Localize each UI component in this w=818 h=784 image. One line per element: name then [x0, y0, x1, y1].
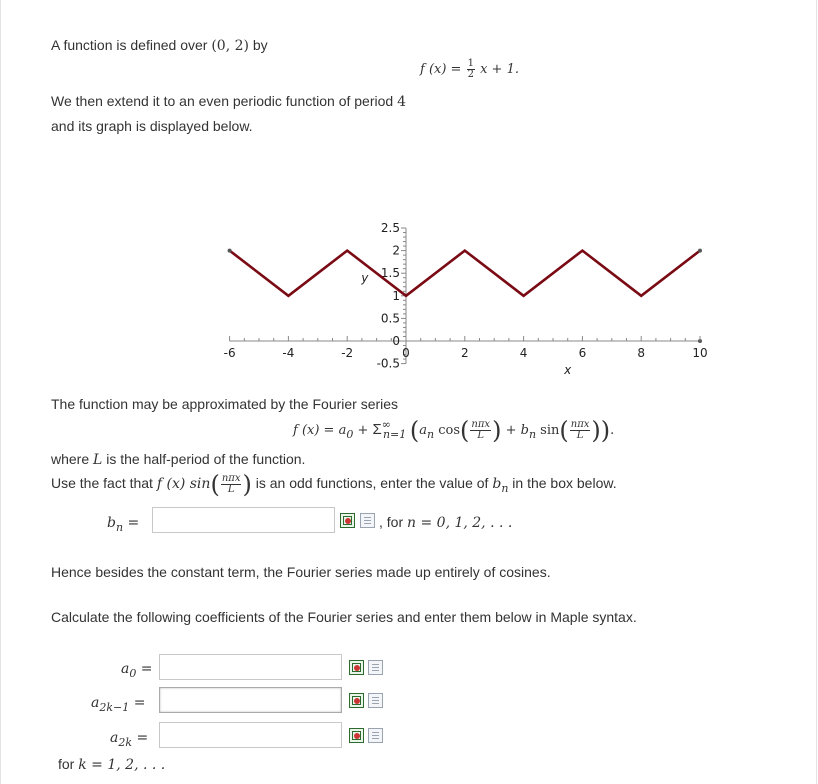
k-range-note: for k = 1, 2, . . . [58, 756, 166, 773]
x-tick-label: 4 [519, 346, 528, 360]
y-tick-label: 2 [392, 243, 400, 258]
odd-function-instruction: Use the fact that f (x) sin( $\frac{\text{nπx}}{L}$ ) is an odd functions, enter the value of $b_n$ in the box below. [51, 470, 617, 499]
x-tick-label: 2 [460, 346, 469, 360]
y-tick-label: 1.5 [380, 266, 400, 281]
bn-label: $b_n$ = [107, 515, 140, 534]
y-tick-label: 2.5 [380, 221, 400, 235]
y-tick-label: -0.5 [376, 356, 400, 371]
x-tick-label: 8 [637, 346, 646, 360]
syntax-help-icon[interactable] [368, 660, 383, 675]
fourier-series-formula: f $(x) = a_0 + \Sigma^\infty_{n=1}$ ($a_n$ cos( $\frac{\text{nπx}}{L}$ ) + $b_n$ sin( $\frac{\text{nπx}}{L}$ )). [293, 416, 615, 445]
x-tick-label: -6 [223, 346, 236, 360]
half-period-note: where L is the half-period of the function. [51, 451, 306, 468]
a0-input[interactable] [159, 654, 342, 680]
x-tick-label: -4 [282, 346, 295, 360]
calculate-instruction: Calculate the following coefficients of the Fourier series and enter them below in Maple syntax. [51, 609, 637, 625]
cosine-note: Hence besides the constant term, the Fourier series made up entirely of cosines. [51, 564, 551, 580]
intro-line-1: A function is defined over (0, 2) by [51, 37, 268, 54]
x-tick-label: 10 [692, 346, 708, 360]
y-tick-label: 0.5 [380, 311, 400, 326]
syntax-help-icon[interactable] [368, 728, 383, 743]
x-tick-label: 6 [578, 346, 587, 360]
syntax-help-icon[interactable] [360, 513, 375, 528]
y-tick-label: 1 [392, 288, 400, 303]
function-definition: f (x) = $\frac{1}{2}$ x + 1. [420, 58, 519, 80]
x-tick-label: 0 [402, 346, 410, 360]
series-endpoint [228, 249, 232, 253]
preview-icon[interactable] [340, 513, 355, 528]
intro-line-3: and its graph is displayed below. [51, 118, 253, 134]
y-tick-label: 0 [392, 334, 400, 348]
bn-range-note: , for n = 0, 1, 2, . . . [379, 514, 513, 531]
a2k-minus-1-label: $a_{2k-1}$ = [91, 695, 146, 714]
series-line [230, 251, 700, 296]
a2k-minus-1-input[interactable] [159, 687, 342, 713]
y-axis-label: y [361, 271, 369, 286]
a0-label: $a_0$ = [121, 661, 153, 680]
bn-input[interactable] [152, 507, 335, 533]
preview-icon[interactable] [349, 728, 364, 743]
x-axis-label: x [564, 363, 572, 377]
preview-icon[interactable] [349, 693, 364, 708]
x-tick-label: -2 [341, 346, 354, 360]
syntax-help-icon[interactable] [368, 693, 383, 708]
series-endpoint [698, 249, 702, 253]
preview-icon[interactable] [349, 660, 364, 675]
fourier-intro: The function may be approximated by the Fourier series [51, 396, 399, 412]
a2k-input[interactable] [159, 722, 342, 748]
a2k-label: $a_{2k}$ = [110, 730, 149, 749]
intro-line-2: We then extend it to an even periodic function of period 4 [51, 93, 406, 110]
